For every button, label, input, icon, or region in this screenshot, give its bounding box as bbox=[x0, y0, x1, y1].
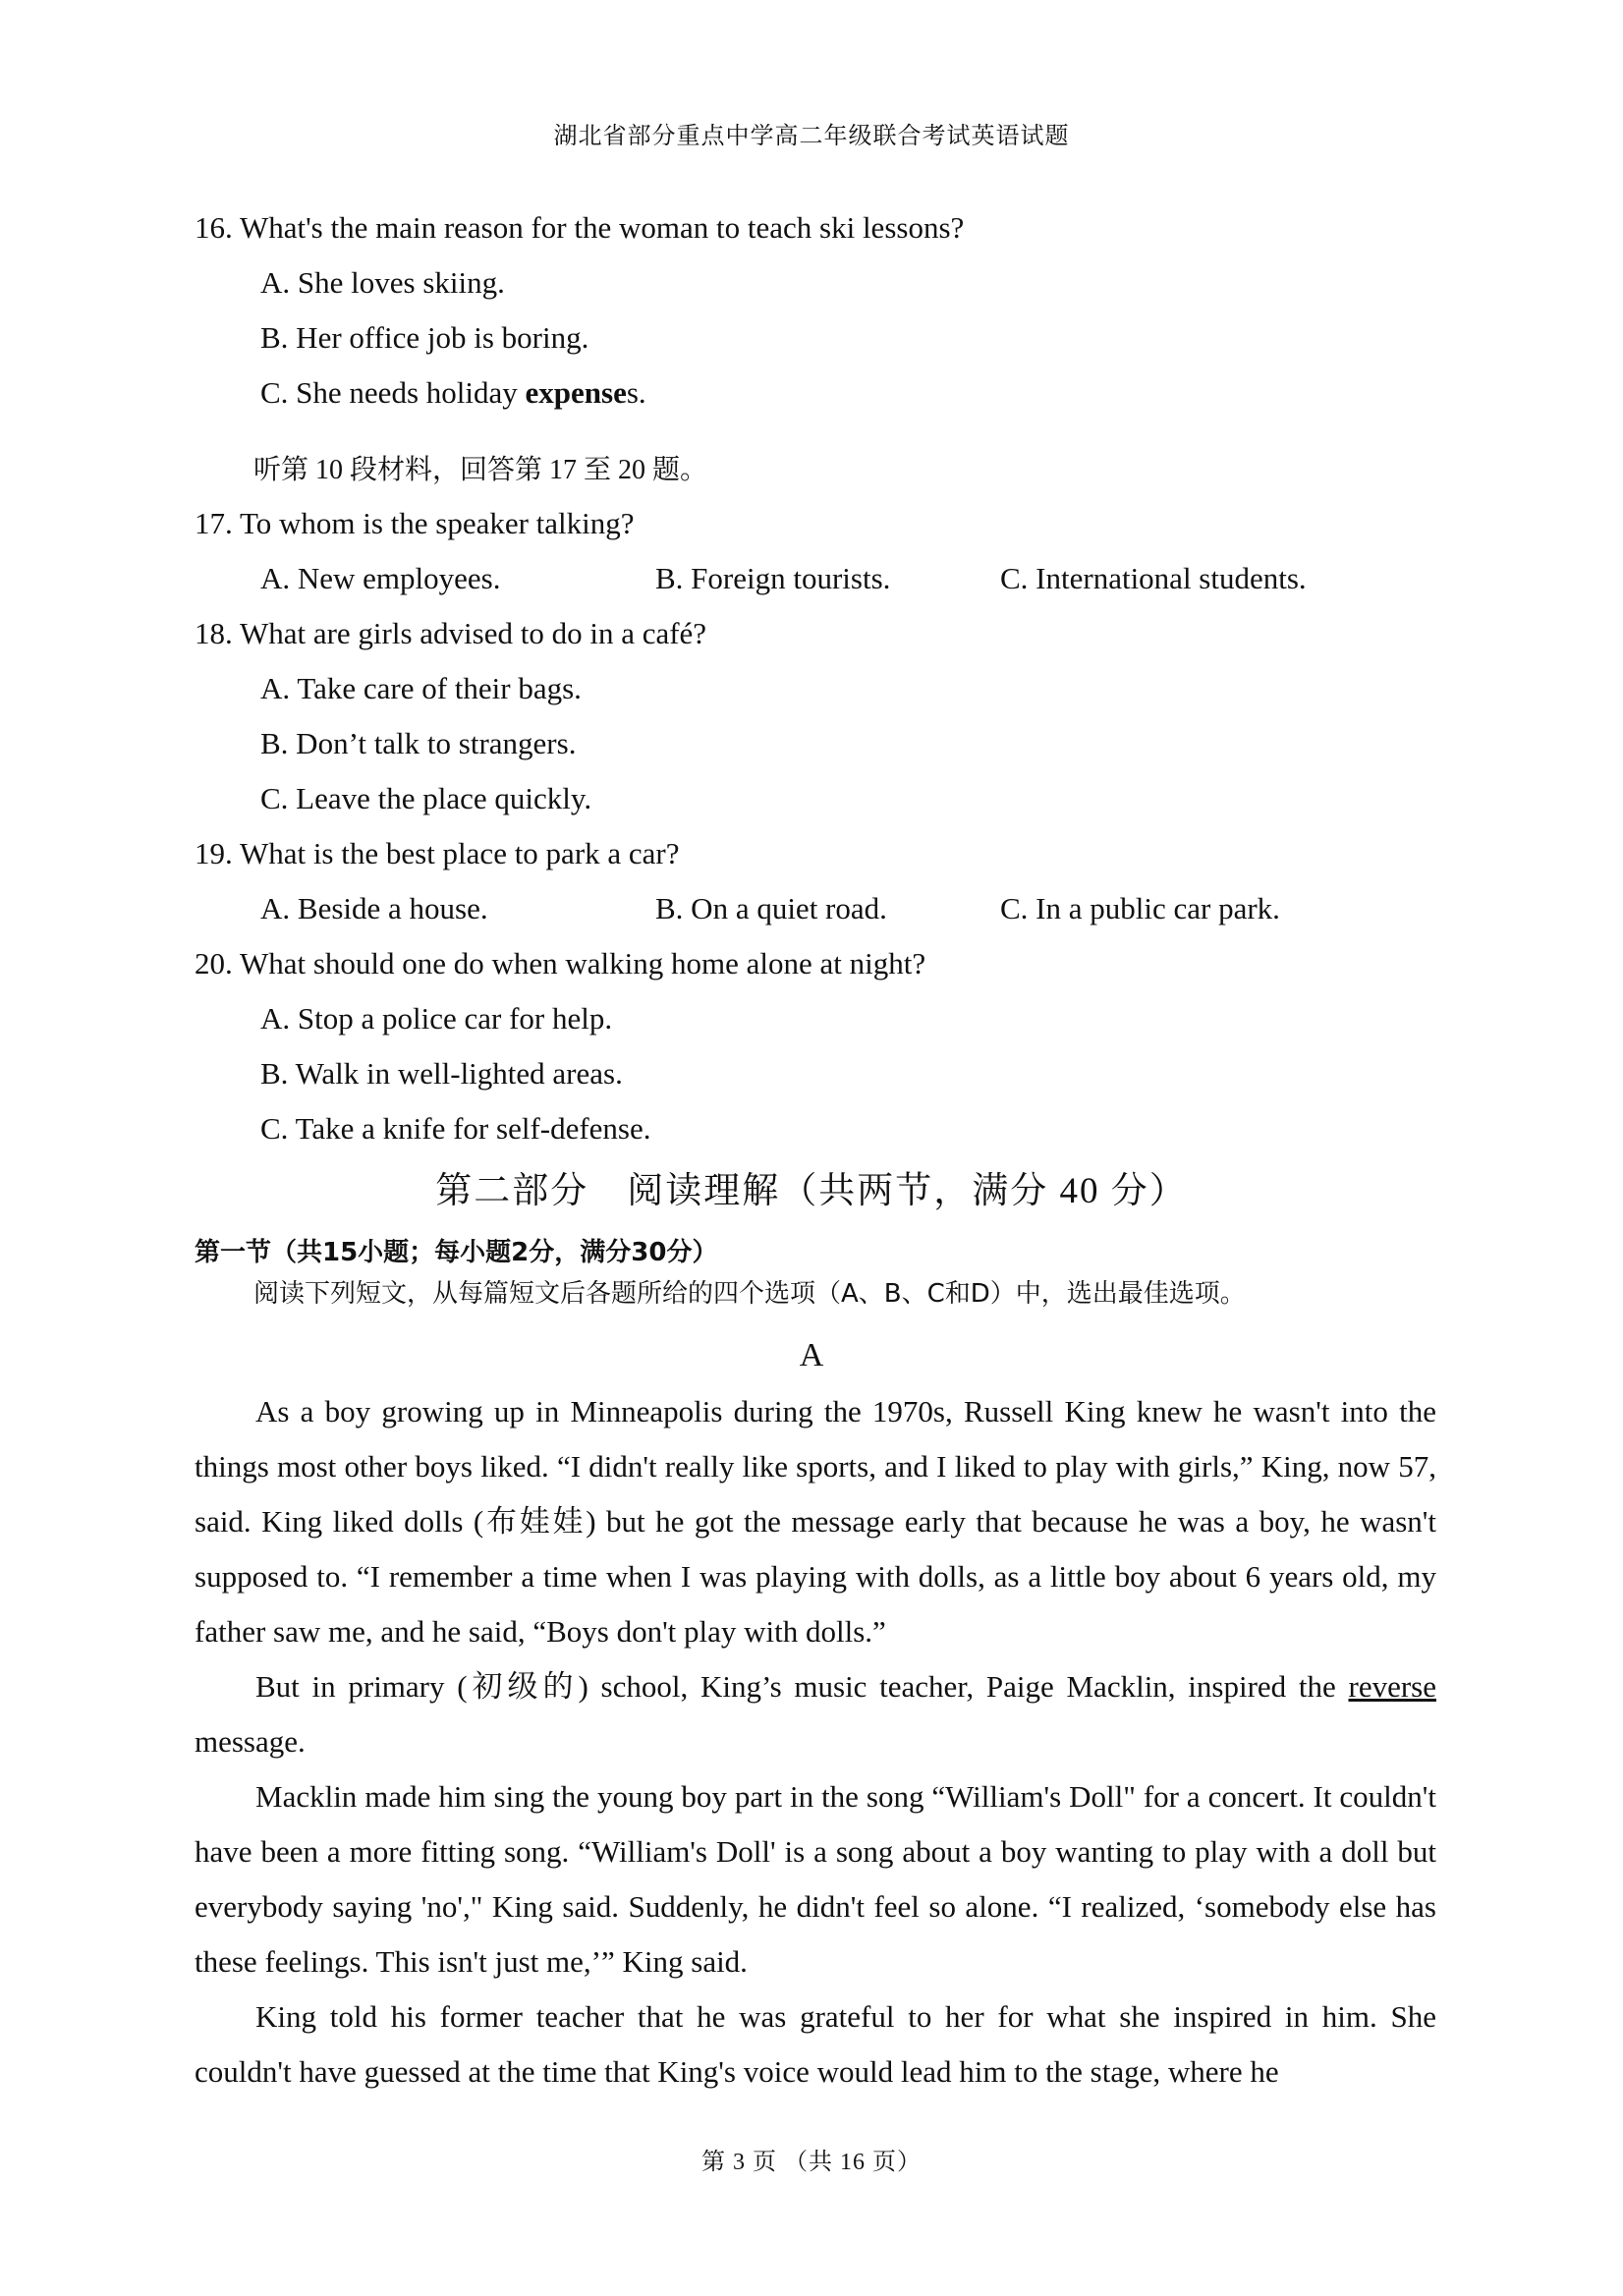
q20-option-c: C. Take a knife for self-defense. bbox=[260, 1111, 651, 1146]
question-18: 18. What are girls advised to do in a café? bbox=[195, 616, 707, 650]
question-16: 16. What's the main reason for the woman to teach ski lessons? bbox=[195, 210, 965, 245]
q20-option-a: A. Stop a police car for help. bbox=[260, 1001, 613, 1036]
page-header: 湖北省部分重点中学高二年级联合考试英语试题 bbox=[553, 124, 1070, 149]
q17-option-a: A. New employees. bbox=[260, 561, 501, 595]
q20-option-b: B. Walk in well-lighted areas. bbox=[260, 1056, 623, 1091]
q18-option-b: B. Don’t talk to strangers. bbox=[260, 726, 577, 760]
q18-option-a: A. Take care of their bags. bbox=[260, 671, 582, 705]
passage-letter: A bbox=[799, 1337, 824, 1373]
question-20: 20. What should one do when walking home alone at night? bbox=[195, 946, 926, 980]
listening-note-10: 听第 10 段材料，回答第 17 至 20 题。 bbox=[253, 455, 708, 485]
q16-option-c bbox=[260, 373, 646, 413]
passage-p2-pre: But in primary (初级的) school, King’s music teacher, Paige Macklin, inspired the bbox=[255, 1669, 1349, 1704]
passage-p2-post: message. bbox=[195, 1724, 306, 1759]
page-footer: 第 3 页 （共 16 页） bbox=[701, 2150, 922, 2175]
q16-option-c-bold: expense bbox=[525, 375, 627, 410]
section-1-title: 第一节（共15小题；每小题2分，满分30分） bbox=[195, 1238, 718, 1267]
question-19: 19. What is the best place to park a car? bbox=[195, 836, 680, 870]
q19-option-b: B. On a quiet road. bbox=[655, 891, 887, 925]
q16-option-a: A. She loves skiing. bbox=[260, 265, 505, 300]
q17-option-b: B. Foreign tourists. bbox=[655, 561, 891, 595]
part-2-title: 第二部分 阅读理解（共两节，满分 40 分） bbox=[435, 1171, 1188, 1211]
section-1-instruction: 阅读下列短文，从每篇短文后各题所给的四个选项（A、B、C和D）中，选出最佳选项。 bbox=[253, 1279, 1246, 1309]
question-17: 17. To whom is the speaker talking? bbox=[195, 506, 635, 540]
q16-option-b: B. Her office job is boring. bbox=[260, 320, 589, 355]
passage-paragraph-1: As a boy growing up in Minneapolis during the 1970s, Russell King knew he wasn't into the things most other boys liked. “I didn't really like sports, and I liked to play with girls,” King, now 57, said. King liked dolls (布娃娃) but he got the message early that because he was a boy, he wasn't supposed to. “I remember a time when I was playing with dolls, as a little boy about 6 years old, my father saw me, and he said, “Boys don't play with dolls.” bbox=[195, 1394, 1436, 1649]
passage-paragraph-2 bbox=[195, 1659, 1436, 1769]
passage-paragraph-3: Macklin made him sing the young boy part in the song “William's Doll" for a concert. It couldn't have been a more fitting song. “William's Doll' is a song about a boy wanting to play with a doll but everybody saying 'no'," King said. Suddenly, he didn't feel so alone. “I realized, ‘somebody else has these feelings. This isn't just me,’” King said. bbox=[195, 1779, 1436, 1979]
q19-option-c: C. In a public car park. bbox=[1000, 891, 1280, 925]
underlined-word-reverse: reverse bbox=[1348, 1669, 1436, 1704]
q17-option-c: C. International students. bbox=[1000, 561, 1307, 595]
q16-option-c-post: s. bbox=[626, 375, 646, 410]
passage-paragraph-4: King told his former teacher that he was grateful to her for what she inspired in him. She couldn't have guessed at the time that King's voice would lead him to the stage, where he bbox=[195, 1999, 1436, 2089]
q18-option-c: C. Leave the place quickly. bbox=[260, 781, 592, 815]
q19-option-a: A. Beside a house. bbox=[260, 891, 488, 925]
q16-option-c-pre: C. She needs holiday bbox=[260, 375, 526, 410]
